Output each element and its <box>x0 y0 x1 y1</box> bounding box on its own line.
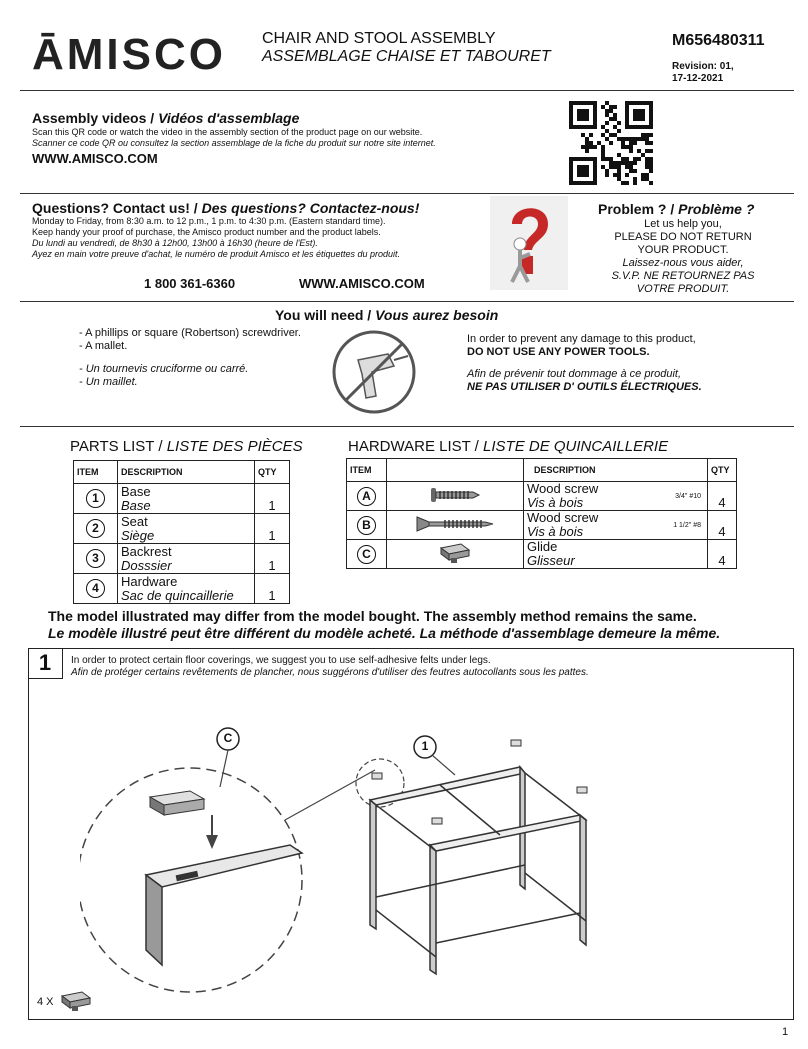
glide-quantity-icon <box>58 990 94 1014</box>
hardware-letter: C <box>357 545 376 564</box>
glide-detail <box>150 791 204 815</box>
table-row <box>74 574 290 604</box>
divider <box>20 301 794 302</box>
part-number: 3 <box>86 549 105 568</box>
tool-item: - Un maillet. <box>79 376 138 388</box>
videos-heading-en: Assembly videos / <box>32 110 159 126</box>
col-qty: QTY <box>255 461 290 484</box>
hardware-qty: 4 <box>708 540 737 569</box>
callout-c-label: C <box>223 731 233 745</box>
part-name-en: Backrest <box>121 543 172 559</box>
step-1-text-en: In order to protect certain floor coverings, we suggest you to use self-adhesive felts under legs. <box>71 655 491 666</box>
divider <box>20 426 794 427</box>
divider <box>20 90 794 91</box>
contact-heading-en: Questions? Contact us! / <box>32 200 202 216</box>
part-name-fr: Siège <box>121 527 155 543</box>
contact-line: Ayez en main votre preuve d'achat, le numéro de produit Amisco et les étiquettes du produit. <box>32 249 401 259</box>
table-row <box>347 540 737 569</box>
col-description: DESCRIPTION <box>524 459 708 482</box>
no-power-tools-icon <box>328 326 420 418</box>
table-row <box>347 482 737 511</box>
revision <box>672 61 734 85</box>
tools-list <box>79 327 301 389</box>
videos-url[interactable]: WWW.AMISCO.COM <box>32 151 158 166</box>
need-heading <box>275 307 498 323</box>
short-wood-screw-icon <box>429 487 481 503</box>
hardware-title-en: HARDWARE LIST / <box>348 438 484 455</box>
contact-heading <box>32 200 419 216</box>
contact-line: Keep handy your proof of purchase, the Amisco product number and the product labels. <box>32 227 381 237</box>
table-header <box>74 461 290 484</box>
part-qty: 1 <box>255 544 290 574</box>
leg-detail <box>146 845 302 887</box>
hardware-name-en: Wood screw <box>527 510 599 525</box>
hardware-spec: 3/4" #10 <box>675 493 701 500</box>
problem-line: Let us help you, <box>644 218 722 230</box>
hardware-letter: B <box>357 516 376 535</box>
warning-line: In order to prevent any damage to this product, <box>467 333 696 345</box>
leader-line <box>285 770 375 820</box>
part-number: 1 <box>86 489 105 508</box>
hardware-qty: 4 <box>708 482 737 511</box>
model-number: M656480311 <box>672 32 765 49</box>
quantity-label: 4 X <box>37 996 54 1008</box>
col-description: DESCRIPTION <box>118 461 255 484</box>
hardware-letter: A <box>357 487 376 506</box>
hardware-name-en: Glide <box>527 539 558 554</box>
contact-hours <box>32 216 400 260</box>
videos-heading-fr: Vidéos d'assemblage <box>158 110 300 126</box>
glide-icon <box>437 542 473 564</box>
hardware-list-title <box>348 438 668 455</box>
warning-line: Afin de prévenir tout dommage à ce produit, <box>467 368 682 380</box>
problem-line: YOUR PRODUCT. <box>637 244 729 256</box>
qr-code[interactable] <box>569 101 653 185</box>
disclaimer-en: The model illustrated may differ from the model bought. The assembly method remains the same. <box>48 608 697 624</box>
table-row <box>74 544 290 574</box>
question-figure-icon <box>490 196 568 290</box>
contact-line: Monday to Friday, from 8:30 a.m. to 12 p.m., 1 p.m. to 4:30 p.m. (Eastern standard time). <box>32 216 386 226</box>
problem-heading-fr: Problème ? <box>678 201 755 217</box>
videos-text-fr: Scanner ce code QR ou consultez la section assemblage de la fiche du produit sur notre site internet. <box>32 138 436 148</box>
problem-line: VOTRE PRODUIT. <box>636 283 730 295</box>
step-1-text-fr: Afin de protéger certains revêtements de plancher, nous suggérons d'utiliser des feutres autocollants sous les pattes. <box>71 667 589 678</box>
doc-title-fr: ASSEMBLAGE CHAISE ET TABOURET <box>262 48 551 65</box>
step-number: 1 <box>28 648 63 679</box>
part-name-fr: Dosssier <box>121 557 172 573</box>
contact-heading-fr: Des questions? Contactez-nous! <box>201 200 420 216</box>
step-1-illustration <box>80 725 620 995</box>
col-item: ITEM <box>74 461 118 484</box>
page-number: 1 <box>782 1026 789 1038</box>
table-row <box>347 511 737 540</box>
tool-item: - A phillips or square (Robertson) screwdriver. <box>79 327 301 339</box>
down-arrowhead <box>206 835 218 849</box>
doc-title-en: CHAIR AND STOOL ASSEMBLY <box>262 30 496 47</box>
table-row <box>74 514 290 544</box>
parts-title-fr: LISTE DES PIÈCES <box>166 438 303 455</box>
need-heading-en: You will need / <box>275 307 376 323</box>
long-wood-screw-icon <box>415 516 495 532</box>
disclaimer-fr: Le modèle illustré peut être différent du modèle acheté. La méthode d'assemblage demeure la même. <box>48 625 721 641</box>
base-frame <box>370 767 586 974</box>
hardware-title-fr: LISTE DE QUINCAILLERIE <box>483 438 669 455</box>
col-item: ITEM <box>347 459 387 482</box>
hardware-table <box>346 458 737 569</box>
parts-list-title <box>70 438 303 455</box>
part-qty: 1 <box>255 514 290 544</box>
part-name-fr: Sac de quincaillerie <box>121 587 234 603</box>
videos-heading <box>32 110 299 126</box>
problem-line: Laissez-nous vous aider, <box>622 257 744 269</box>
tool-item: - Un tournevis cruciforme ou carré. <box>79 363 249 375</box>
hardware-spec: 1 1/2" #8 <box>673 522 701 529</box>
warning-line: NE PAS UTILISER D' OUTILS ÉLECTRIQUES. <box>467 380 702 393</box>
problem-line: S.V.P. NE RETOURNEZ PAS <box>611 270 755 282</box>
warning-line: DO NOT USE ANY POWER TOOLS. <box>467 345 650 358</box>
hardware-qty: 4 <box>708 511 737 540</box>
hardware-name-en: Wood screw <box>527 481 599 496</box>
hardware-name-fr: Glisseur <box>527 553 575 568</box>
problem-heading-en: Problem ? / <box>598 201 679 217</box>
problem-text <box>590 218 776 296</box>
part-qty: 1 <box>255 484 290 514</box>
revision-number: 01, <box>719 61 734 72</box>
videos-text-en: Scan this QR code or watch the video in the assembly section of the product page on our website. <box>32 127 423 137</box>
part-name-en: Base <box>121 483 151 499</box>
tool-item: - A mallet. <box>79 340 128 352</box>
table-row <box>74 484 290 514</box>
part-name-en: Seat <box>121 513 148 529</box>
hardware-name-fr: Vis à bois <box>527 524 584 539</box>
need-heading-fr: Vous aurez besoin <box>375 307 499 323</box>
callout-1-label: 1 <box>421 739 429 753</box>
parts-table <box>73 460 290 604</box>
col-qty: QTY <box>708 459 737 482</box>
contact-url[interactable]: WWW.AMISCO.COM <box>299 276 425 291</box>
revision-label: Revision: <box>672 61 718 72</box>
part-number: 4 <box>86 579 105 598</box>
problem-heading <box>598 201 754 217</box>
table-header <box>347 459 737 482</box>
contact-line: Du lundi au vendredi, de 8h30 à 12h00, 13h00 à 16h30 (heure de l'Est). <box>32 238 318 248</box>
parts-title-en: PARTS LIST / <box>70 438 167 455</box>
power-tool-warning <box>467 333 702 393</box>
part-number: 2 <box>86 519 105 538</box>
revision-date: 17-12-2021 <box>672 73 724 84</box>
problem-line: PLEASE DO NOT RETURN <box>614 231 752 243</box>
hardware-name-fr: Vis à bois <box>527 495 584 510</box>
amisco-logo: ĀMISCO <box>32 30 226 79</box>
contact-phone[interactable]: 1 800 361-6360 <box>144 276 236 291</box>
part-name-fr: Base <box>121 497 151 513</box>
part-name-en: Hardware <box>121 573 178 589</box>
part-qty: 1 <box>255 574 290 604</box>
divider <box>20 193 794 194</box>
